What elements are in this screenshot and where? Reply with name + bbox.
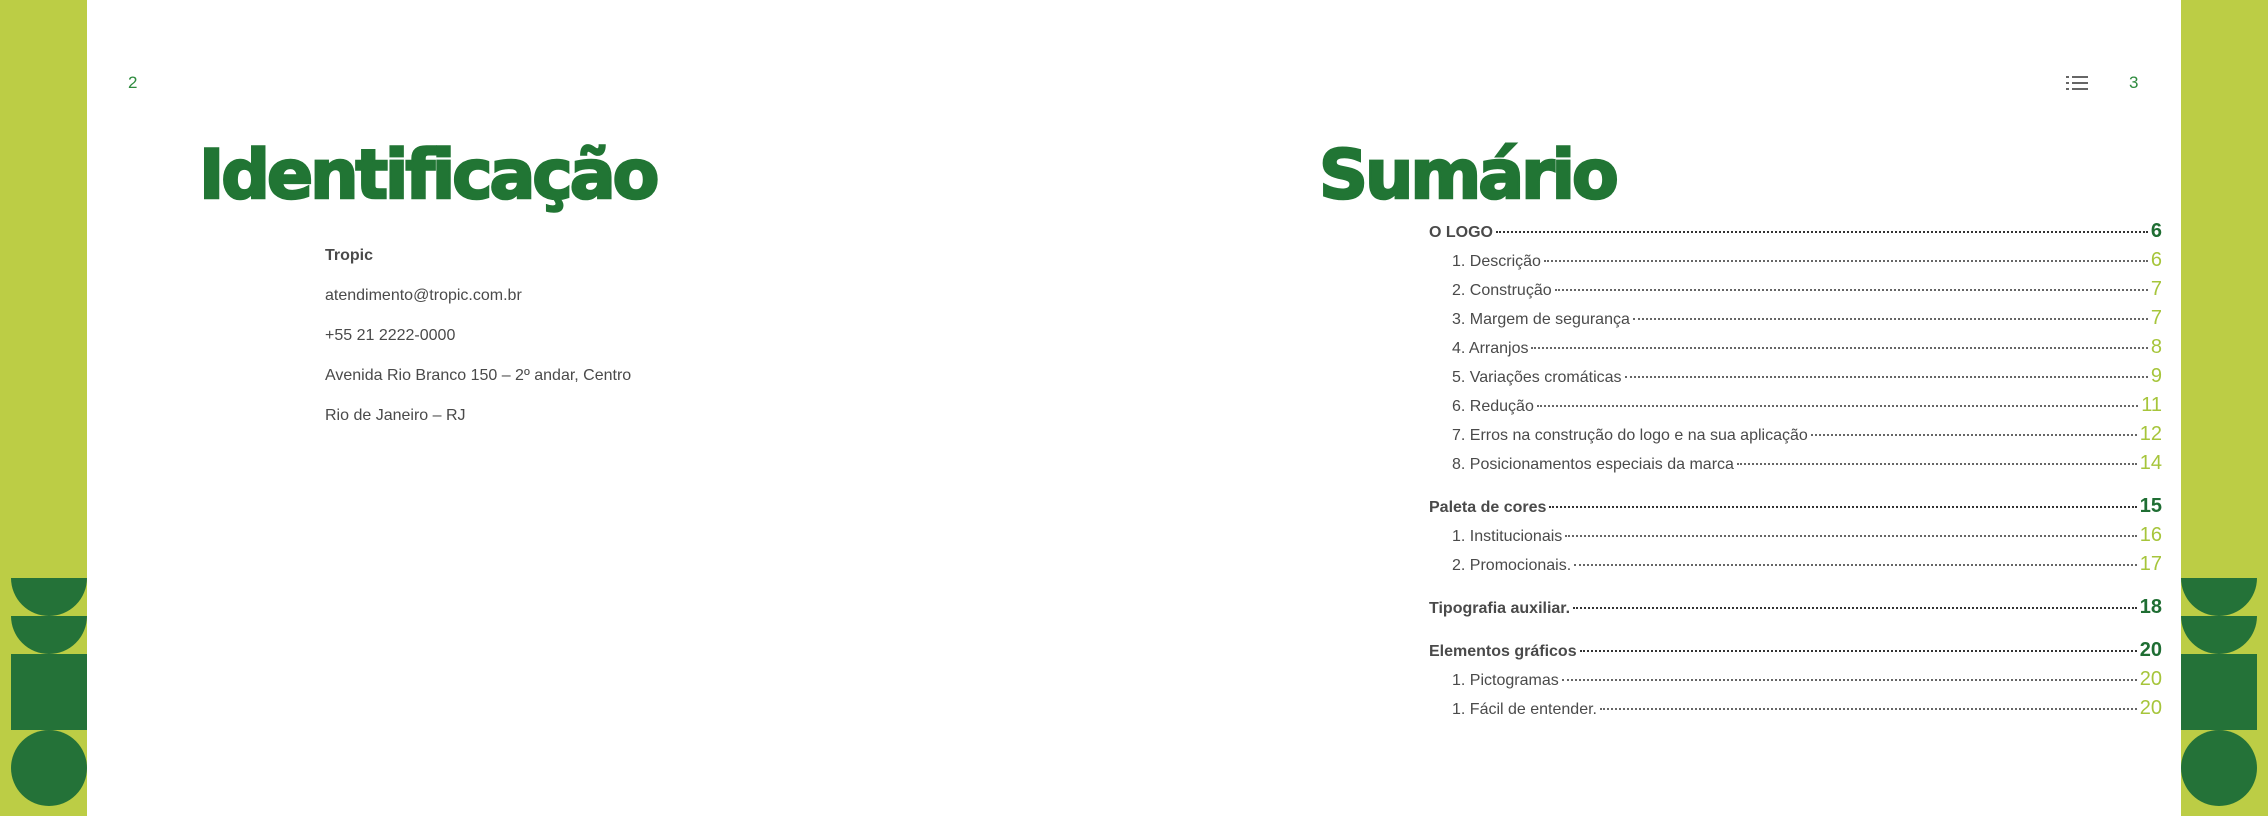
- toc-page-number: 7: [2150, 278, 2162, 300]
- toc-row[interactable]: [1429, 596, 2162, 625]
- toc-leader-dots: [1544, 260, 2148, 262]
- toc-page-number: 12: [2139, 423, 2162, 445]
- toc-row[interactable]: [1429, 668, 2162, 697]
- contact-address: Avenida Rio Branco 150 – 2º andar, Centro: [325, 367, 632, 384]
- toc-row[interactable]: [1429, 307, 2162, 336]
- toc-page-number: 18: [2139, 596, 2162, 618]
- toc-label: 1. Institucionais: [1452, 528, 1563, 545]
- left-page: [87, 0, 1134, 816]
- toc-label: Paleta de cores: [1429, 499, 1547, 516]
- company-name: Tropic: [325, 247, 374, 264]
- toc-row[interactable]: [1429, 495, 2162, 524]
- toc-label: 1. Fácil de entender.: [1452, 701, 1597, 718]
- toc-page-number: 16: [2139, 524, 2162, 546]
- half-circle-shape: [2181, 578, 2257, 616]
- contact-city: Rio de Janeiro – RJ: [325, 407, 466, 424]
- page-title: Sumário: [1319, 136, 1616, 215]
- toc-page-number: 6: [2150, 249, 2162, 271]
- toc-label: 2. Construção: [1452, 282, 1552, 299]
- circle-shape: [11, 730, 87, 806]
- toc-row[interactable]: [1429, 452, 2162, 481]
- toc-label: 3. Margem de segurança: [1452, 311, 1630, 328]
- half-circle-shape: [2181, 616, 2257, 654]
- toc-page-number: 17: [2139, 553, 2162, 575]
- toc-leader-dots: [1496, 231, 2148, 233]
- toc-leader-dots: [1811, 434, 2137, 436]
- toc-page-number: 20: [2139, 697, 2162, 719]
- toc-page-number: 8: [2150, 336, 2162, 358]
- toc-leader-dots: [1574, 564, 2137, 566]
- toc-row[interactable]: [1429, 639, 2162, 668]
- toc-page-number: 9: [2150, 365, 2162, 387]
- toc-leader-dots: [1531, 347, 2147, 349]
- toc-leader-dots: [1565, 535, 2136, 537]
- right-decorative-bar: [2181, 0, 2268, 816]
- toc-leader-dots: [1562, 679, 2137, 681]
- toc-row[interactable]: [1429, 524, 2162, 553]
- toc-row[interactable]: [1429, 697, 2162, 726]
- right-page: [1134, 0, 2181, 816]
- toc-leader-dots: [1573, 607, 2137, 609]
- toc-leader-dots: [1625, 376, 2148, 378]
- page-number: 3: [2129, 73, 2139, 92]
- toc-label: 6. Redução: [1452, 398, 1534, 415]
- toc-row[interactable]: [1429, 220, 2162, 249]
- left-decorative-bar: [0, 0, 87, 816]
- toc-leader-dots: [1600, 708, 2137, 710]
- toc-label: 2. Promocionais.: [1452, 557, 1572, 574]
- contact-phone: +55 21 2222-0000: [325, 327, 456, 344]
- toc-row[interactable]: [1429, 423, 2162, 452]
- square-shape: [2181, 654, 2257, 730]
- toc-row[interactable]: [1429, 278, 2162, 307]
- toc-label: 1. Pictogramas: [1452, 672, 1559, 689]
- toc-row[interactable]: [1429, 249, 2162, 278]
- toc-label: Elementos gráficos: [1429, 643, 1577, 660]
- toc-label: 1. Descrição: [1452, 253, 1541, 270]
- toc-label: O LOGO: [1429, 224, 1493, 241]
- circle-shape: [2181, 730, 2257, 806]
- toc-page-number: 7: [2150, 307, 2162, 329]
- contact-block: [325, 246, 631, 446]
- half-circle-shape: [11, 616, 87, 654]
- toc-page-number: 20: [2139, 668, 2162, 690]
- toc-label: Tipografia auxiliar.: [1429, 600, 1571, 617]
- list-icon[interactable]: [2066, 74, 2088, 92]
- toc-leader-dots: [1537, 405, 2138, 407]
- toc-page-number: 15: [2139, 495, 2162, 517]
- toc-leader-dots: [1580, 650, 2137, 652]
- toc-leader-dots: [1737, 463, 2137, 465]
- toc-leader-dots: [1555, 289, 2148, 291]
- square-shape: [11, 654, 87, 730]
- half-circle-shape: [11, 578, 87, 616]
- toc-label: 4. Arranjos: [1452, 340, 1529, 357]
- page-number: 2: [128, 73, 138, 92]
- contact-email: atendimento@tropic.com.br: [325, 287, 522, 304]
- toc-page-number: 20: [2139, 639, 2162, 661]
- toc-label: 5. Variações cromáticas: [1452, 369, 1622, 386]
- toc-row[interactable]: [1429, 553, 2162, 582]
- toc-row[interactable]: [1429, 336, 2162, 365]
- toc-row[interactable]: [1429, 394, 2162, 423]
- toc-label: 7. Erros na construção do logo e na sua aplicação: [1452, 427, 1808, 444]
- toc-page-number: 6: [2150, 220, 2162, 242]
- toc-label: 8. Posicionamentos especiais da marca: [1452, 456, 1734, 473]
- toc-page-number: 14: [2139, 452, 2162, 474]
- page-title: Identificação: [199, 136, 657, 215]
- toc-page-number: 11: [2141, 394, 2162, 416]
- toc-leader-dots: [1633, 318, 2148, 320]
- toc-row[interactable]: [1429, 365, 2162, 394]
- toc-leader-dots: [1549, 506, 2136, 508]
